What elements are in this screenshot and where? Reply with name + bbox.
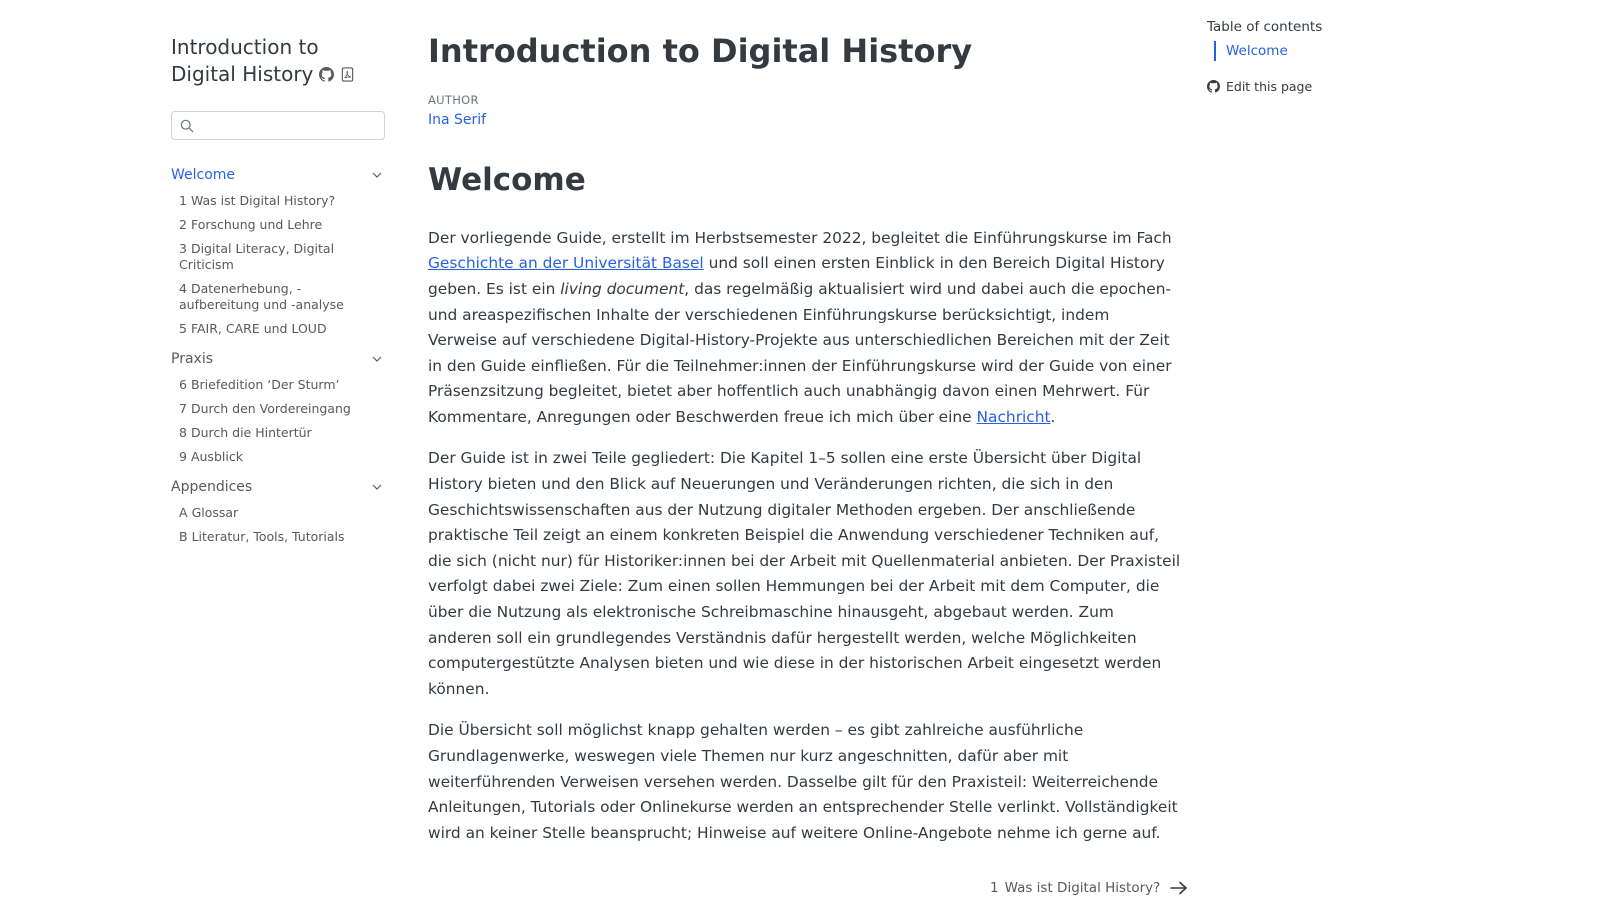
sidebar-section-praxis[interactable]	[171, 349, 387, 369]
sidebar-item-label[interactable]: Forschung und Lehre	[190, 217, 323, 232]
edit-this-page-link[interactable]	[1207, 79, 1407, 94]
link-geschichte-basel[interactable]: Geschichte an der Universität Basel	[428, 254, 704, 273]
chapter-number: 6	[179, 377, 187, 392]
sidebar-item-label[interactable]: FAIR, CARE und LOUD	[190, 321, 327, 336]
chapter-number: 3	[179, 241, 187, 256]
author-name: Ina Serif	[428, 112, 487, 128]
next-chapter-link[interactable]	[990, 880, 1188, 896]
author-label: AUTHOR	[428, 93, 479, 107]
chevron-down-icon[interactable]	[371, 481, 383, 493]
chapter-number: B	[179, 529, 188, 544]
paragraph-text: , das regelmäßig aktualisiert wird und dabei auch die epochen- und areaspezifischen Inhalte der verschiedenen Einführungskurse berücksichtigt, indem Verweise auf verschiedene Digital-History-Projekte aus unterschiedlichen Bereichen mit der Zeit in den Guide einfließen. Für die Teilnehmer:innen der Einführungskurse wird der Guide von einer Präsenzsitzung begleitet, bietet aber hoffentlich auch unabhängig davon einen Mehrwert. Für Kommentare, Anregungen oder Beschwerden freue ich mich über eine	[428, 279, 1172, 426]
main-content	[428, 30, 1182, 846]
chapter-number: 2	[179, 217, 187, 232]
next-chapter-label[interactable]: Was ist Digital History?	[1004, 880, 1161, 896]
sidebar-item-label[interactable]: Was ist Digital History?	[190, 193, 336, 208]
sidebar-section-welcome[interactable]	[171, 165, 387, 185]
next-chapter-number[interactable]: 1	[990, 880, 999, 896]
sidebar-item-hintertuer[interactable]	[171, 425, 387, 441]
toc-item-welcome[interactable]: Welcome	[1214, 41, 1407, 61]
sidebar-item-label[interactable]: Digital Literacy, Digital Criticism	[179, 241, 335, 272]
github-icon[interactable]	[1207, 80, 1220, 93]
chevron-down-icon[interactable]	[371, 353, 383, 365]
sidebar-item-was-ist-digital-history[interactable]	[171, 193, 387, 209]
chapter-number: 7	[179, 401, 187, 416]
sidebar-section-label[interactable]: Praxis	[171, 351, 213, 367]
sidebar-item-forschung-und-lehre[interactable]	[171, 217, 387, 233]
sidebar-section-label[interactable]: Welcome	[171, 167, 236, 183]
chapter-number: 5	[179, 321, 187, 336]
sidebar-item-fair-care-loud[interactable]	[171, 321, 387, 337]
page-title: Introduction to Digital History	[428, 32, 973, 70]
sidebar-item-label[interactable]: Ausblick	[190, 449, 243, 464]
search-icon	[180, 119, 194, 133]
paragraph-intro	[428, 226, 1182, 431]
sidebar-item-digital-literacy[interactable]	[171, 241, 387, 273]
chapter-number: 1	[179, 193, 187, 208]
sidebar-item-glossar[interactable]	[171, 505, 387, 521]
chapter-number: 8	[179, 425, 187, 440]
edit-this-page-label[interactable]: Edit this page	[1226, 79, 1313, 94]
sidebar-item-vordereingang[interactable]	[171, 401, 387, 417]
table-of-contents	[1207, 19, 1407, 94]
search-box[interactable]	[171, 111, 385, 140]
chapter-number: 9	[179, 449, 187, 464]
github-icon[interactable]	[319, 67, 334, 82]
chevron-down-icon[interactable]	[371, 169, 383, 181]
sidebar-item-label[interactable]: Briefedition ‘Der Sturm’	[190, 377, 340, 392]
arrow-right-icon[interactable]	[1170, 881, 1188, 895]
paragraph-overview: Die Übersicht soll möglichst knapp gehalten werden – es gibt zahlreiche ausführliche Grundlagenwerke, weswegen viele Themen nur kurz angeschnitten, dafür aber mit weiterführenden Verweisen versehen werden. Dasselbe gilt für den Praxisteil: Weiterreichende Anleitungen, Tutorials oder Onlinekurse werden an entsprechender Stelle verlinkt. Vollständigkeit wird an keiner Stelle beansprucht; Hinweise auf weitere Online-Angebote nehme ich gerne auf.	[428, 721, 1178, 842]
paragraph-text: .	[1050, 407, 1056, 426]
link-nachricht[interactable]: Nachricht	[976, 407, 1051, 426]
sidebar-item-label[interactable]: Literatur, Tools, Tutorials	[191, 529, 345, 544]
site-title-text[interactable]: Introduction to Digital History	[171, 35, 319, 86]
pdf-download-icon[interactable]	[340, 67, 355, 82]
sidebar-section-appendices[interactable]	[171, 477, 387, 497]
search-input[interactable]	[200, 115, 380, 137]
paragraph-text: und soll einen ersten Einblick in den Bereich Digital History geben. Es ist ein	[428, 254, 1165, 298]
chapter-number: 4	[179, 281, 187, 296]
sidebar-item-label[interactable]: Glossar	[191, 505, 239, 520]
toc-title: Table of contents	[1207, 19, 1323, 35]
paragraph-structure: Der Guide ist in zwei Teile gegliedert: Die Kapitel 1–5 sollen eine erste Übersicht über Digital History bieten und den Blick auf Neuerungen und Veränderungen richten, die sich in den Geschichtswissenschaften aus der Nutzung digitaler Methoden ergeben. Der anschließende praktische Teil zeigt an einem konkreten Beispiel die Anwendung verschiedener Techniken auf, die sich (nicht nur) für Historiker:innen bei der Arbeit mit Quellenmaterial anbieten. Der Praxisteil verfolgt dabei zwei Ziele: Zum einen sollen Hemmungen bei der Arbeit mit dem Computer, die über die Nutzung als elektronische Schreibmaschine hinausgeht, abgebaut werden. Zum anderen soll ein grundlegendes Verständnis dafür hergestellt werden, welche Möglichkeiten computergestützte Analysen bieten und wie diese in der historischen Arbeit eingesetzt werden können.	[428, 449, 1181, 698]
sidebar-item-briefedition[interactable]	[171, 377, 387, 393]
sidebar-item-label[interactable]: Durch den Vordereingang	[190, 401, 351, 416]
sidebar-item-literatur[interactable]	[171, 529, 387, 545]
sidebar-item-ausblick[interactable]	[171, 449, 387, 465]
sidebar-item-datenerhebung[interactable]	[171, 281, 387, 313]
sidebar-nav	[171, 165, 387, 545]
sidebar-item-label[interactable]: Datenerhebung, -aufbereitung und -analyse	[179, 281, 344, 312]
sidebar-section-label[interactable]: Appendices	[171, 479, 253, 495]
section-title-welcome: Welcome	[428, 162, 586, 198]
chapter-number: A	[179, 505, 188, 520]
emphasis-living-document: living document	[560, 279, 685, 298]
sidebar-item-label[interactable]: Durch die Hintertür	[190, 425, 312, 440]
site-title[interactable]	[171, 34, 387, 88]
sidebar	[171, 34, 387, 545]
paragraph-text: Der vorliegende Guide, erstellt im Herbstsemester 2022, begleitet die Einführungskurse im Fach	[428, 228, 1172, 247]
